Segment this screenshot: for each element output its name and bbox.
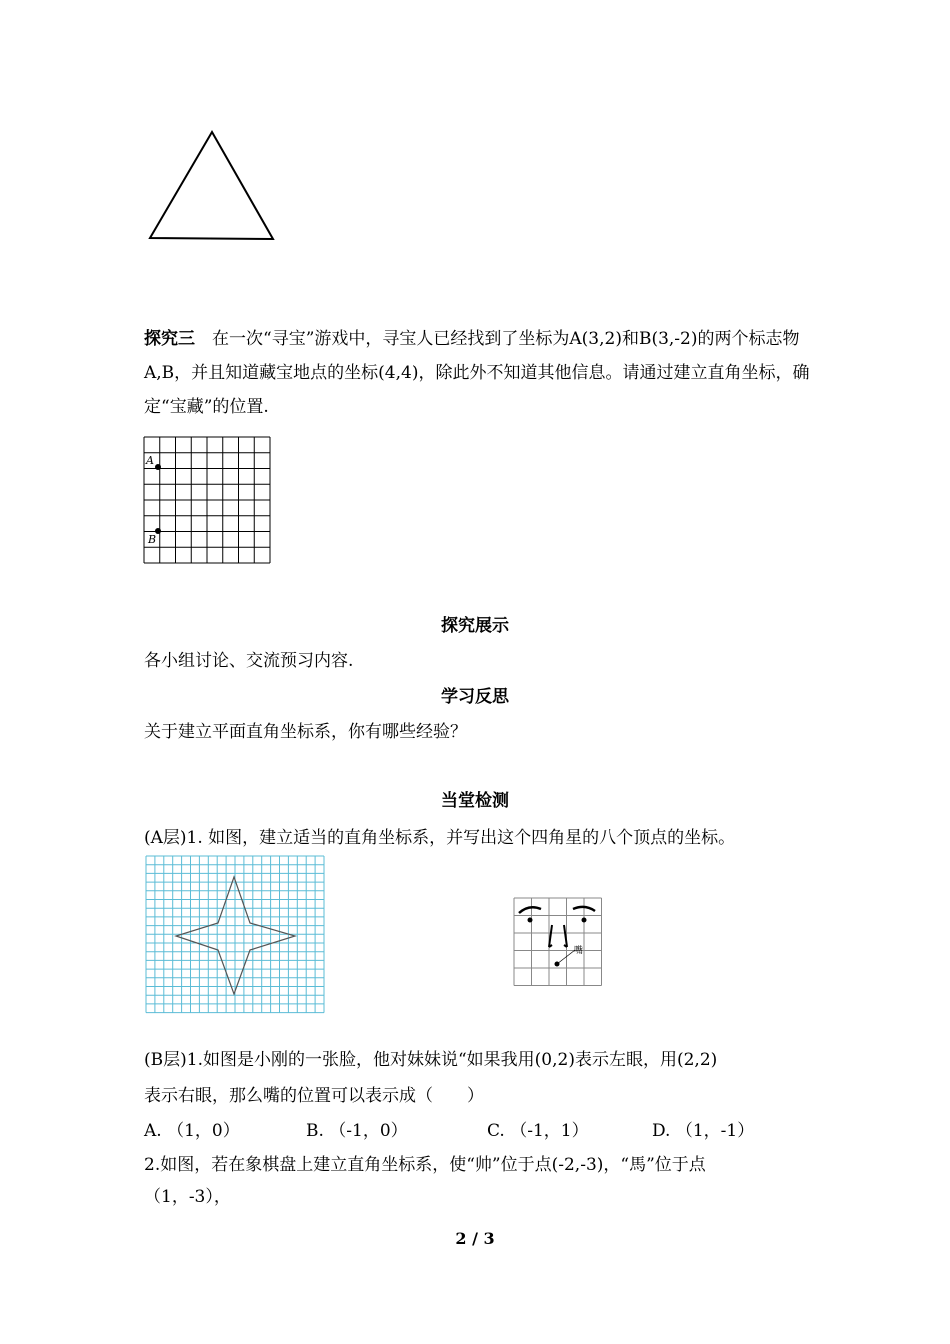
mouth-label: 嘴 [574,946,584,956]
b-layer-question-1-line1: (B层)1.如图是小刚的一张脸，他对妹妹说“如果我用(0,2)表示左眼，用(2,2) [144,1050,718,1070]
face-grid-figure [513,897,605,989]
option-a: A. （1，0） [144,1121,240,1141]
section-reflect-text: 关于建立平面直角坐标系，你有哪些经验？ [144,722,467,742]
option-c: C. （-1，1） [487,1121,589,1141]
option-d: D. （1，-1） [652,1121,755,1141]
b-layer-question-1-line2: 表示右眼，那么嘴的位置可以表示成（ ） [144,1086,484,1106]
triangle-figure [140,120,290,250]
explore3-text: 在一次“寻宝”游戏中，寻宝人已经找到了坐标为A(3,2)和B(3,-2)的两个标志物A,B，并且知道藏宝地点的坐标(4,4)，除此外不知道其他信息。请通过建立直角坐标，确定“宝藏”的位置. [144,329,810,417]
option-b: B. （-1，0） [306,1121,408,1141]
a-layer-question-1: (A层)1. 如图，建立适当的直角坐标系，并写出这个四角星的八个顶点的坐标。 [144,828,736,848]
section-display-text: 各小组讨论、交流预习内容. [144,651,354,671]
left-eye [528,918,533,923]
right-eye [582,918,587,923]
ab-grid-figure [143,436,275,568]
point-a [155,464,161,470]
page-number: 2 / 3 [455,1229,495,1248]
explore3-paragraph [144,322,816,424]
question-2-line2: （1，-3）， [144,1187,231,1207]
point-a-label: A [146,454,154,467]
point-b-label: B [148,533,157,546]
question-2-line1: 2.如图，若在象棋盘上建立直角坐标系，使“帅”位于点(-2,-3)，“馬”位于点 [144,1155,706,1175]
explore3-label: 探究三 [144,329,195,349]
section-reflect-title: 学习反思 [441,687,509,707]
section-display-title: 探究展示 [441,616,509,636]
section-test-title: 当堂检测 [441,791,509,811]
nose [549,925,567,947]
star-grid-figure [145,855,325,1015]
left-eyebrow [519,907,541,913]
